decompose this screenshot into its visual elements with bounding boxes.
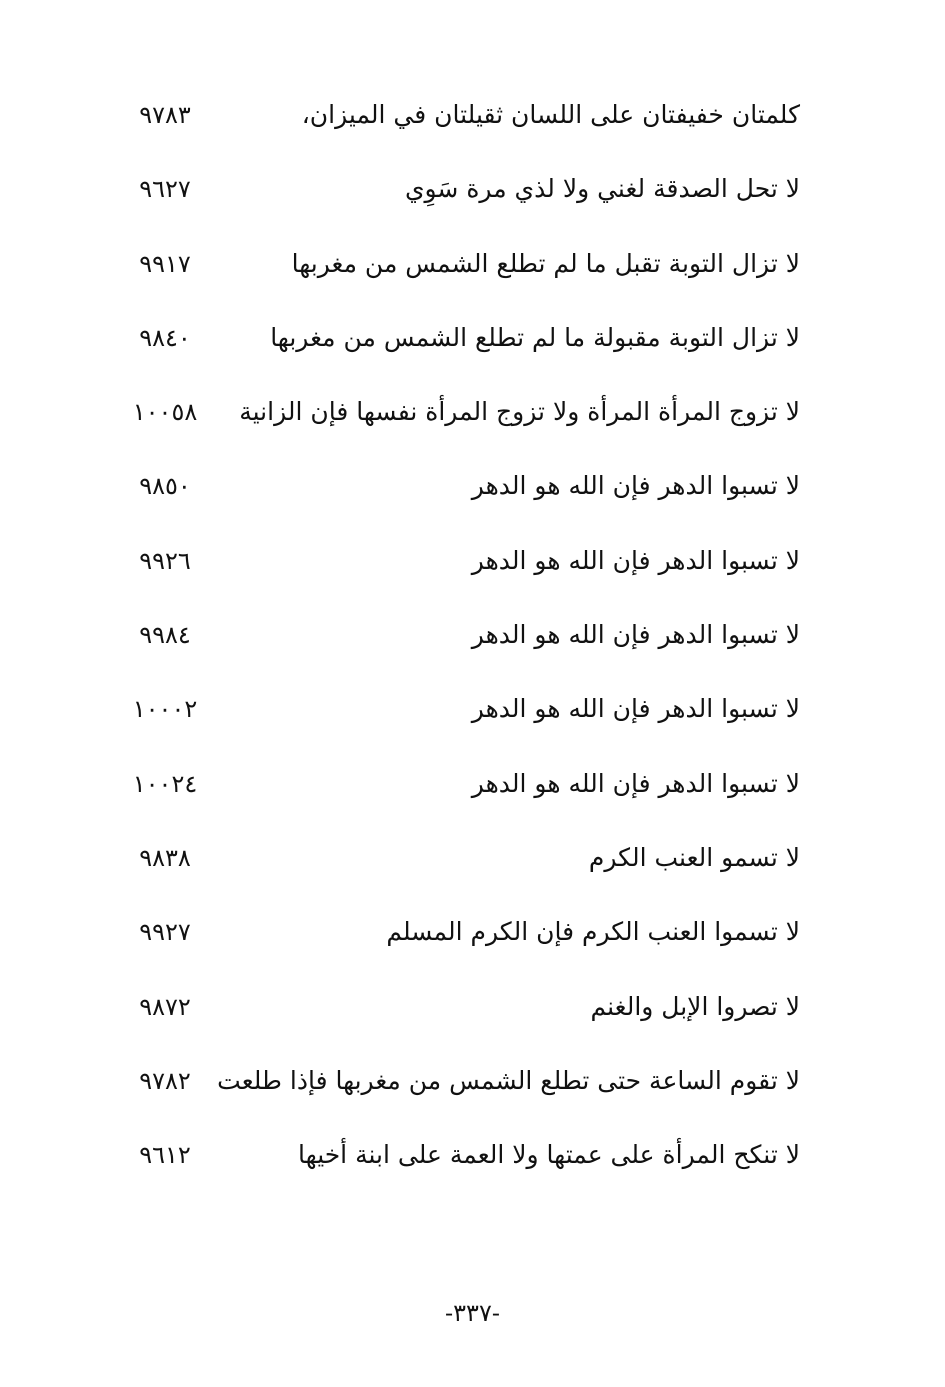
entry-text: لا تسبوا الدهر فإن الله هو الدهر [471, 694, 800, 724]
index-entry [120, 1058, 810, 1132]
entry-number: ٩٨٧٢ [139, 992, 191, 1021]
entry-number: ٩٩١٧ [139, 249, 191, 278]
entry-text: لا تصروا الإبل والغنم [590, 991, 800, 1021]
entry-number: ٩٨٣٨ [139, 843, 191, 872]
index-entry [120, 1132, 810, 1206]
entry-text: لا تسمو العنب الكرم [588, 842, 800, 872]
entry-number: ٩٧٨٣ [139, 101, 191, 129]
index-entry [120, 686, 810, 760]
entry-text: لا تزال التوبة تقبل ما لم تطلع الشمس من مغربها [291, 248, 800, 278]
entry-text: لا تسموا العنب الكرم فإن الكرم المسلم [386, 917, 800, 947]
entry-number: ٩٨٤٠ [139, 323, 191, 352]
index-entry [120, 166, 810, 240]
entry-number: ٩٩٨٤ [139, 621, 191, 650]
entry-text: لا تقوم الساعة حتى تطلع الشمس من مغربها فإذا طلعت [217, 1065, 800, 1095]
index-entry [120, 909, 810, 983]
entry-text: لا تسبوا الدهر فإن الله هو الدهر [471, 620, 800, 650]
index-entry [120, 389, 810, 463]
hadith-index-list [120, 92, 810, 1206]
entry-number: ١٠٠٥٨ [132, 398, 198, 427]
index-entry [120, 241, 810, 315]
entry-number: ٩٦١٢ [139, 1141, 191, 1170]
entry-number: ١٠٠٠٢ [132, 695, 198, 724]
index-entry [120, 984, 810, 1058]
entry-text: لا تزال التوبة مقبولة ما لم تطلع الشمس من مغربها [270, 322, 800, 352]
entry-number: ١٠٠٢٤ [132, 769, 198, 798]
index-entry [120, 92, 810, 166]
index-entry [120, 612, 810, 686]
entry-text: لا تسبوا الدهر فإن الله هو الدهر [471, 471, 800, 501]
entry-number: ٩٩٢٦ [139, 546, 191, 575]
entry-text: لا تسبوا الدهر فإن الله هو الدهر [471, 545, 800, 575]
index-entry [120, 315, 810, 389]
entry-number: ٩٧٨٢ [139, 1066, 191, 1095]
entry-text: لا تنكح المرأة على عمتها ولا العمة على ابنة أخيها [298, 1140, 800, 1170]
entry-number: ٩٩٢٧ [139, 918, 191, 947]
entry-text: لا تزوج المرأة المرأة ولا تزوج المرأة نفسها فإن الزانية [239, 397, 800, 427]
entry-text: لا تسبوا الدهر فإن الله هو الدهر [471, 768, 800, 798]
entry-text: لا تحل الصدقة لغني ولا لذي مرة سَوِي [404, 174, 800, 204]
index-entry [120, 835, 810, 909]
index-entry [120, 538, 810, 612]
entry-number: ٩٦٢٧ [139, 175, 191, 204]
index-entry [120, 463, 810, 537]
page-number: -٣٣٧- [445, 1299, 500, 1327]
entry-number: ٩٨٥٠ [139, 472, 191, 501]
index-entry [120, 761, 810, 835]
entry-text: كلمتان خفيفتان على اللسان ثقيلتان في الميزان، [301, 100, 800, 129]
